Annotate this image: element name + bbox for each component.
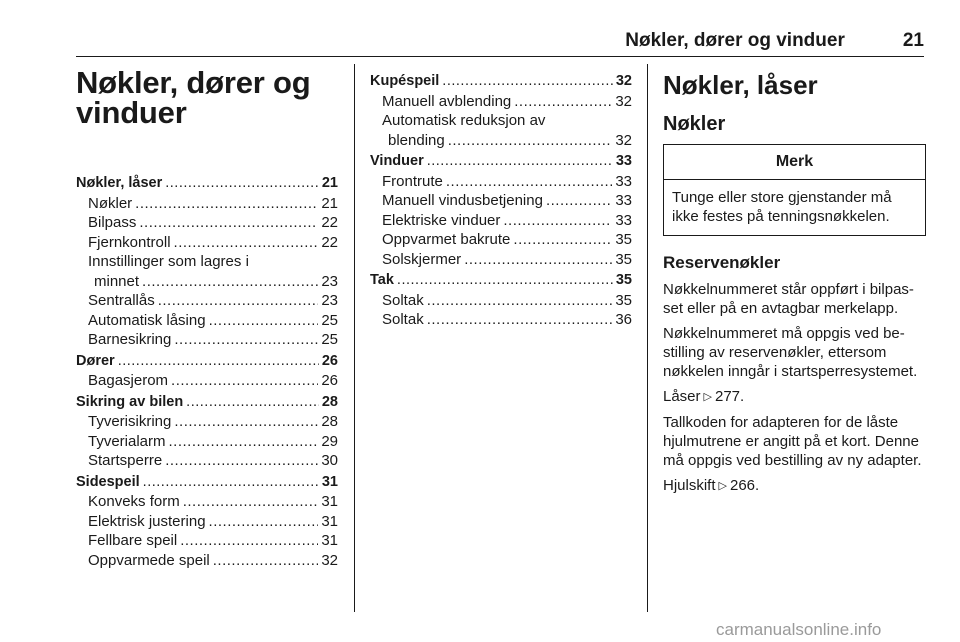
toc-entry-page: 21 (321, 175, 338, 191)
toc-leader-dots (546, 191, 612, 211)
paragraph-2: Nøkkelnummeret må oppgis ved bestilling av reservenøkler, ettersom nøkkelen inngår i startsperresystemet. (663, 325, 918, 380)
subsection-heading: Nøkler (663, 113, 726, 135)
toc-leader-dots (442, 72, 613, 92)
toc-section-entry[interactable] (76, 473, 338, 493)
toc-entry-page: 29 (321, 432, 338, 450)
cross-reference-wheel-change[interactable] (663, 476, 926, 496)
toc-entry-label: Bagasjerom (88, 372, 169, 389)
toc-leader-dots (427, 291, 613, 311)
column-divider-2 (647, 64, 648, 612)
toc-entry-page: 35 (615, 291, 632, 309)
toc-entry[interactable] (76, 432, 338, 452)
toc-entry-label: Nøkler, låser (76, 175, 163, 191)
table-of-contents-continued (370, 72, 632, 330)
toc-section-entry[interactable] (76, 393, 338, 413)
toc-entry-page: 23 (321, 272, 338, 290)
toc-leader-dots (503, 211, 612, 231)
toc-leader-dots (186, 393, 319, 413)
toc-entry-label: blending (388, 131, 445, 149)
toc-entry-label: Sidespeil (76, 473, 140, 490)
toc-entry-page: 31 (321, 532, 338, 549)
toc-entry-page: 25 (321, 331, 338, 348)
toc-leader-dots (209, 311, 319, 331)
toc-entry[interactable] (76, 551, 338, 571)
triangle-arrow-icon: ▷ (703, 391, 712, 403)
toc-entry-label: Sentrallås (88, 292, 155, 309)
chapter-title: Nøkler, dører og vinduer (76, 65, 311, 130)
toc-entry-page: 31 (321, 473, 338, 490)
toc-leader-dots (213, 551, 319, 571)
toc-entry-page: 32 (615, 73, 632, 89)
toc-leader-dots (446, 172, 612, 192)
toc-entry[interactable] (370, 211, 632, 231)
note-text: Tunge eller store gjenstander må ikke festes på tenningsnøkkelen. (672, 189, 892, 225)
toc-entry[interactable] (76, 194, 338, 214)
header-title: Nøkler, dører og vinduer (625, 30, 845, 51)
toc-entry-label: Konveks form (88, 493, 180, 510)
toc-entry-page: 21 (321, 194, 338, 212)
toc-section-entry[interactable] (370, 271, 632, 291)
toc-entry-label: Barnesikring (88, 331, 172, 348)
toc-entry-label: Automatisk reduksjon av (382, 112, 546, 129)
toc-leader-dots (174, 330, 318, 350)
toc-entry-label: Nøkler (88, 194, 133, 212)
toc-entry-label: Automatisk låsing (88, 311, 206, 329)
toc-entry-page: 26 (321, 372, 338, 389)
toc-entry[interactable] (76, 213, 338, 233)
toc-entry-label: Elektriske vinduer (382, 211, 501, 229)
table-of-contents (76, 174, 338, 570)
ref-page: 266. (729, 477, 760, 494)
toc-entry-label: Soltak (382, 291, 424, 309)
toc-entry-page: 22 (321, 214, 338, 231)
toc-leader-dots (448, 131, 613, 151)
toc-entry-label: Oppvarmet bakrute (382, 231, 511, 248)
toc-entry-page: 25 (321, 311, 338, 329)
toc-entry-label: Dører (76, 352, 115, 369)
toc-entry[interactable] (76, 252, 338, 272)
toc-entry[interactable] (76, 512, 338, 532)
cross-reference-locks[interactable] (663, 387, 926, 407)
toc-entry[interactable] (76, 233, 338, 253)
minor-heading: Reservenøkler (663, 253, 781, 272)
toc-leader-dots (158, 291, 319, 311)
toc-entry[interactable] (76, 412, 338, 432)
toc-entry-page: 33 (615, 153, 632, 169)
toc-leader-dots (513, 230, 612, 250)
toc-entry-label: Tak (370, 272, 394, 288)
toc-entry[interactable] (370, 92, 632, 112)
toc-entry-label: Startsperre (88, 452, 163, 469)
toc-entry-label: Solskjermer (382, 250, 462, 268)
toc-leader-dots (209, 512, 319, 532)
content-column (663, 64, 926, 502)
toc-leader-dots (118, 352, 319, 372)
column-divider-1 (354, 64, 355, 612)
toc-entry[interactable] (370, 291, 632, 311)
toc-entry-label: Innstillinger som lagres i (88, 253, 249, 270)
toc-entry[interactable] (370, 111, 632, 131)
toc-entry-page: 33 (615, 211, 632, 229)
toc-leader-dots (427, 152, 613, 172)
toc-entry-page: 35 (615, 231, 632, 248)
toc-section-entry[interactable] (76, 174, 338, 194)
toc-entry-label: Soltak (382, 311, 424, 328)
ref-label: Hjulskift (663, 477, 716, 494)
toc-entry-label: Elektrisk justering (88, 512, 206, 530)
toc-entry-page: 35 (615, 250, 632, 268)
toc-section-entry[interactable] (370, 72, 632, 92)
toc-leader-dots (165, 174, 319, 194)
ref-label: Låser (663, 388, 701, 405)
ref-page: 277. (715, 388, 745, 405)
toc-entry-page: 31 (321, 512, 338, 530)
toc-entry-page: 33 (615, 192, 632, 209)
toc-entry-label: Frontrute (382, 172, 443, 190)
toc-entry-page: 23 (321, 292, 338, 309)
toc-entry-page: 35 (615, 272, 632, 288)
toc-leader-dots (514, 92, 612, 112)
toc-entry-page: 32 (615, 131, 632, 149)
toc-entry[interactable] (76, 272, 338, 292)
section-heading: Nøkler, låser (663, 70, 818, 100)
toc-leader-dots (143, 473, 319, 493)
toc-entry[interactable] (370, 250, 632, 270)
toc-entry-page: 31 (321, 493, 338, 510)
toc-entry-label: Vinduer (370, 153, 424, 169)
toc-entry-page: 28 (321, 413, 338, 430)
watermark: carmanualsonline.info (716, 620, 882, 639)
toc-entry-label: Kupéspeil (370, 73, 440, 89)
toc-entry[interactable] (76, 371, 338, 391)
toc-entry[interactable] (76, 311, 338, 331)
toc-entry-label: Bilpass (88, 214, 137, 231)
toc-entry[interactable] (76, 451, 338, 471)
toc-entry-label: Fellbare speil (88, 532, 178, 549)
toc-entry[interactable] (76, 291, 338, 311)
toc-entry-page: 22 (321, 233, 338, 251)
paragraph-3: Tallkoden for adapteren for de låste hjulmutrene er angitt på et kort. Denne må oppgis ved bestilling av ny adapter. (663, 414, 922, 469)
toc-entry-page: 32 (615, 92, 632, 110)
toc-entry[interactable] (370, 230, 632, 250)
toc-entry-page: 32 (321, 551, 338, 569)
toc-entry-page: 36 (615, 311, 632, 328)
toc-entry[interactable] (370, 172, 632, 192)
toc-leader-dots (135, 194, 318, 214)
toc-entry[interactable] (370, 191, 632, 211)
toc-column-1 (76, 64, 338, 570)
toc-leader-dots (180, 531, 318, 551)
toc-leader-dots (142, 272, 318, 292)
paragraph-1: Nøkkelnummeret står oppført i bilpasset eller på en avtagbar merkelapp. (663, 281, 914, 317)
toc-entry-page: 33 (615, 172, 632, 190)
toc-entry-label: Sikring av bilen (76, 393, 184, 410)
toc-entry-label: Tyverialarm (88, 432, 166, 450)
running-header (76, 30, 924, 57)
toc-leader-dots (165, 451, 318, 471)
note-box (663, 144, 926, 236)
toc-entry-label: Oppvarmede speil (88, 551, 210, 569)
toc-leader-dots (427, 310, 613, 330)
toc-section-entry[interactable] (76, 352, 338, 372)
toc-entry[interactable] (370, 310, 632, 330)
toc-leader-dots (174, 233, 319, 253)
triangle-arrow-icon: ▷ (718, 480, 727, 492)
toc-leader-dots (139, 213, 318, 233)
toc-entry-label: Manuell vindusbetjening (382, 192, 543, 209)
toc-leader-dots (171, 371, 318, 391)
toc-entry-page: 30 (321, 452, 338, 469)
toc-entry-label: Tyverisikring (88, 413, 172, 430)
page-number: 21 (902, 30, 924, 51)
toc-leader-dots (464, 250, 612, 270)
toc-leader-dots (183, 492, 319, 512)
note-title: Merk (664, 145, 925, 180)
toc-entry-page: 26 (321, 352, 338, 369)
toc-entry-label: Fjernkontroll (88, 233, 171, 251)
toc-column-2 (370, 64, 632, 330)
toc-leader-dots (169, 432, 319, 452)
toc-entry-label: Manuell avblending (382, 92, 512, 110)
toc-entry[interactable] (76, 492, 338, 512)
toc-entry-label: minnet (94, 272, 140, 290)
toc-leader-dots (397, 271, 613, 291)
toc-section-entry[interactable] (370, 152, 632, 172)
toc-entry[interactable] (76, 531, 338, 551)
toc-leader-dots (174, 412, 318, 432)
toc-entry[interactable] (370, 131, 632, 151)
toc-entry[interactable] (76, 330, 338, 350)
toc-entry-page: 28 (321, 393, 338, 410)
